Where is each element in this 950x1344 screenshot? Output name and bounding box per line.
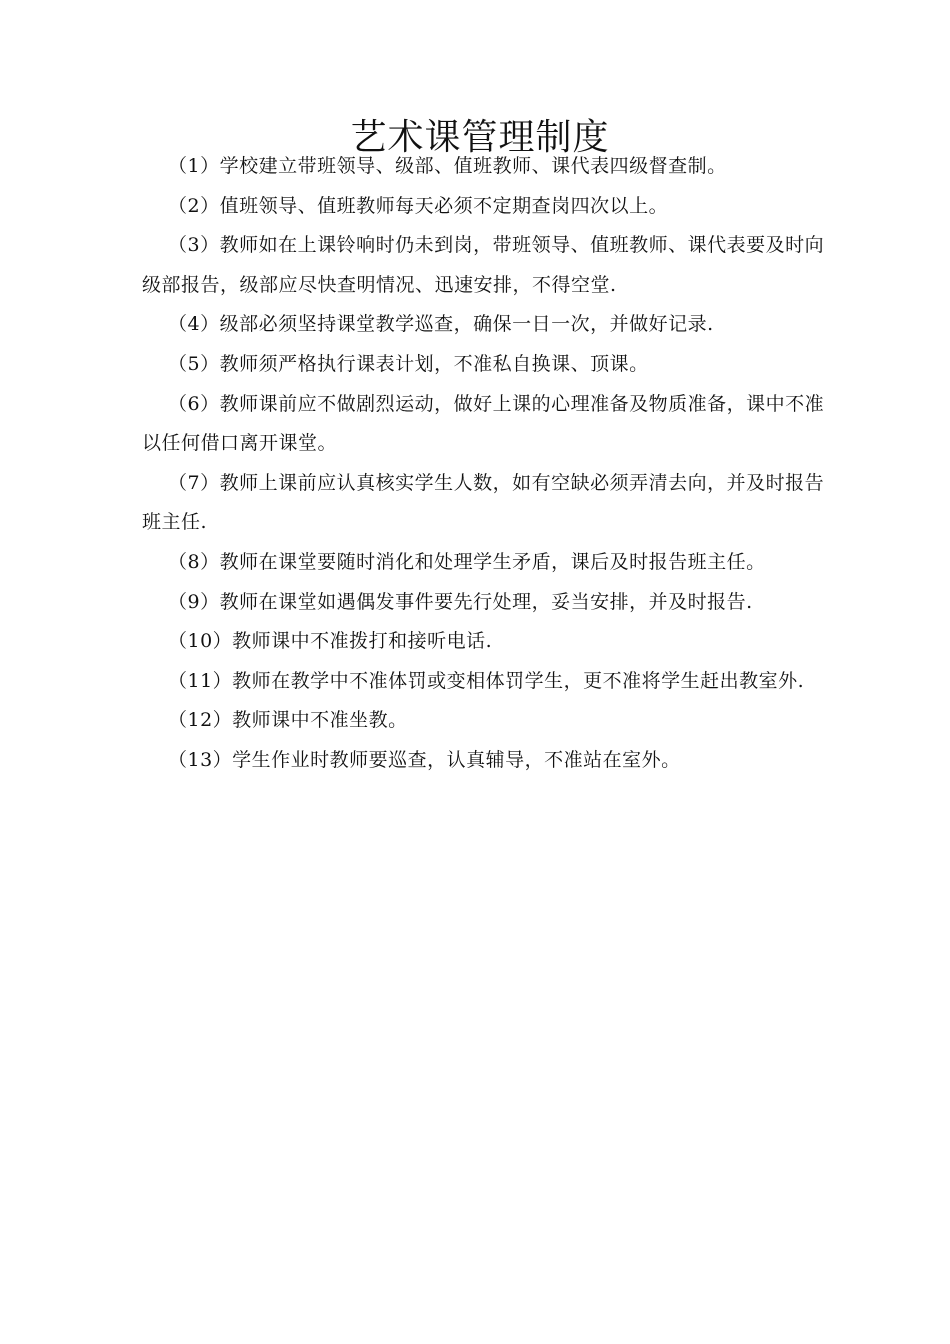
rule-item: （6）教师课前应不做剧烈运动，做好上课的心理准备及物质准备，课中不准以任何借口离开课堂。 [142,392,825,455]
rule-item: （9）教师在课堂如遇偶发事件要先行处理，妥当安排，并及时报告. [168,590,753,613]
rule-item: （7）教师上课前应认真核实学生人数，如有空缺必须弄清去向，并及时报告班主任. [142,471,825,534]
rule-item: （13）学生作业时教师要巡查，认真辅导，不准站在室外。 [168,748,681,771]
rule-item: （11）教师在教学中不准体罚或变相体罚学生，更不准将学生赶出教室外. [168,669,805,692]
document-title: 艺术课管理制度 [350,117,610,159]
rule-item: （12）教师课中不准坐教。 [168,709,408,732]
rule-item: （3）教师如在上课铃响时仍未到岗，带班领导、值班教师、课代表要及时向级部报告，级部应尽快查明情况、迅速安排，不得空堂. [142,234,825,296]
rule-item: （10）教师课中不准拨打和接听电话. [168,630,493,653]
rule-item: （4）级部必须坚持课堂教学巡查，确保一日一次，并做好记录. [168,313,714,336]
rule-item: （5）教师须严格执行课表计划，不准私自换课、顶课。 [168,352,649,375]
rules-list [142,147,838,781]
rule-item: （2）值班领导、值班教师每天必须不定期查岗四次以上。 [168,194,669,217]
rule-item: （1）学校建立带班领导、级部、值班教师、课代表四级督查制。 [168,155,727,177]
rule-item: （8）教师在课堂要随时消化和处理学生矛盾，课后及时报告班主任。 [168,550,766,573]
